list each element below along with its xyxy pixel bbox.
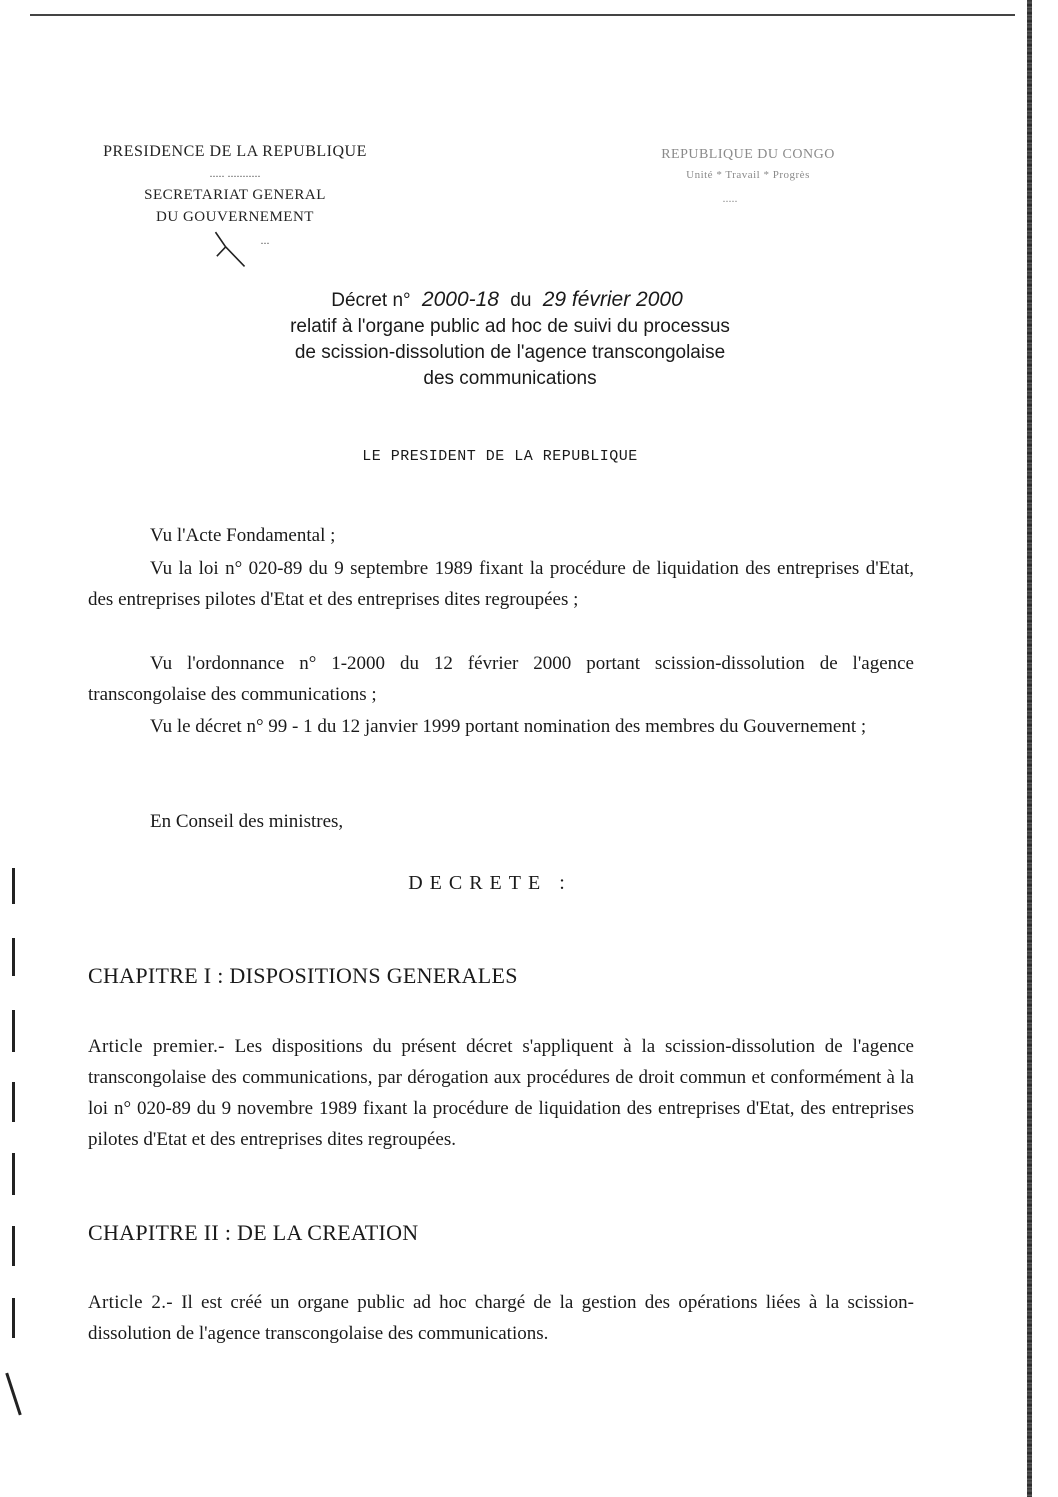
decree-date: 29 février 2000: [542, 288, 683, 311]
visa-item: Vu le décret n° 99 - 1 du 12 janvier 1999 portant nomination des membres du Gouvernement ;: [150, 716, 867, 737]
scan-left-mark: [12, 1010, 15, 1052]
article-1: [88, 1031, 914, 1155]
chapter-1-heading: CHAPITRE I : DISPOSITIONS GENERALES: [88, 963, 518, 988]
article-1-label: Article premier.-: [88, 1036, 225, 1057]
scan-right-edge: [1027, 0, 1032, 1497]
decree-title: [180, 287, 840, 392]
decree-subject-line: de scission-dissolution de l'agence transcongolaise: [294, 342, 726, 363]
initials-mark: [209, 221, 256, 276]
visa-item: Vu l'Acte Fondamental ;: [150, 525, 336, 546]
article-2-label: Article 2.-: [88, 1292, 173, 1313]
article-1-text: Les dispositions du présent décret s'appliquent à la scission-dissolution de l'agence transcongolaise des communications, par dérogation aux procédures de droit commun et conformément à la loi n° 020-89 du 9 novembre 1989 fixant la procédure de liquidation des entreprises d'Etat, des entreprises pilotes d'Etat et des entreprises dites regroupées.: [88, 1036, 914, 1150]
header-republique: REPUBLIQUE DU CONGO: [661, 147, 835, 162]
header-separator: ...: [260, 233, 270, 247]
decrete-heading: DECRETE :: [408, 872, 572, 894]
scan-left-mark: [5, 1373, 21, 1416]
decree-subject-line: relatif à l'organe public ad hoc de suivi du processus: [290, 316, 730, 337]
president-heading: LE PRESIDENT DE LA REPUBLIQUE: [362, 448, 638, 465]
article-2-text: Il est créé un organe public ad hoc chargé de la gestion des opérations liées à la scission-dissolution de l'agence transcongolaise des communications.: [88, 1292, 915, 1344]
scan-top-border: [30, 14, 1015, 16]
scan-left-mark: [12, 1298, 15, 1338]
decree-number: 2000-18: [421, 288, 499, 311]
header-presidence: PRESIDENCE DE LA REPUBLIQUE: [103, 143, 367, 160]
chapter-2-heading: CHAPITRE II : DE LA CREATION: [88, 1220, 419, 1245]
header-devise: Unité * Travail * Progrès: [686, 169, 810, 181]
header-separator: ..... ...........: [209, 166, 261, 180]
header-gouvernement: DU GOUVERNEMENT: [156, 209, 314, 225]
scan-left-mark: [12, 1226, 15, 1266]
decree-subject-line: des communications: [423, 368, 597, 389]
scan-left-mark: [12, 938, 15, 976]
decree-prefix: Décret n°: [331, 290, 411, 311]
visa-item: Vu l'ordonnance n° 1-2000 du 12 février 2000 portant scission-dissolution de l'agence transcongolaise des communications ;: [88, 653, 914, 705]
header-secretariat: SECRETARIAT GENERAL: [144, 187, 326, 203]
article-2: [88, 1287, 914, 1349]
scan-left-mark: [12, 1153, 15, 1195]
decree-du: du: [510, 290, 532, 311]
visa-item: Vu la loi n° 020-89 du 9 septembre 1989 fixant la procédure de liquidation des entreprises d'Etat, des entreprises pilotes d'Etat et des entreprises dites regroupées ;: [88, 558, 914, 610]
conseil-line: En Conseil des ministres,: [150, 811, 344, 832]
scan-left-mark: [12, 1082, 15, 1122]
header-separator: .....: [722, 191, 738, 205]
